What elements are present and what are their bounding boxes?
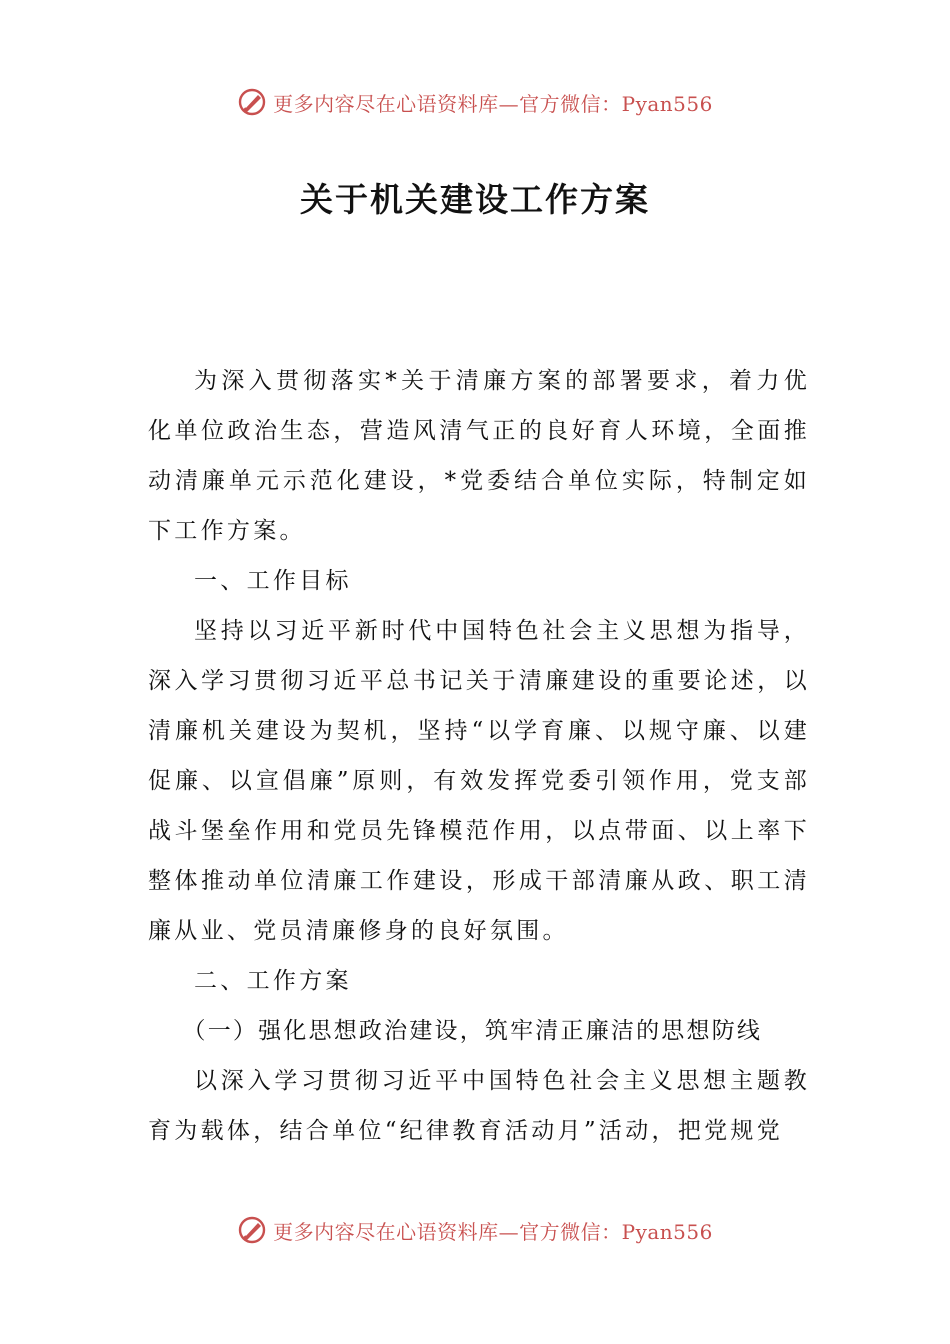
document-title: 关于机关建设工作方案: [300, 180, 650, 219]
section-heading-plan: 二、工作方案: [194, 968, 352, 994]
watermark-banner-bottom: [0, 1210, 950, 1250]
watermark-text: 更多内容尽在心语资料库—官方微信：Pyan556: [273, 1219, 713, 1244]
watermark-banner-top: [0, 82, 950, 122]
quill-logo-icon: [237, 1215, 267, 1245]
paragraph-plan-1: 以深入学习贯彻习近平中国特色社会主义思想主题教育为载体，结合单位“纪律教育活动月”活动，把党规党: [148, 1068, 810, 1144]
document-body: [148, 356, 810, 1156]
paragraph-goal: 坚持以习近平新时代中国特色社会主义思想为指导，深入学习贯彻习近平总书记关于清廉建设的重要论述，以清廉机关建设为契机，坚持“以学育廉、以规守廉、以建促廉、以宣倡廉”原则，有效发挥党委引领作用，党支部战斗堡垒作用和党员先锋模范作用，以点带面、以上率下整体推动单位清廉工作建设，形成干部清廉从政、职工清廉从业、党员清廉修身的良好氛围。: [148, 618, 810, 944]
section-heading-goal: 一、工作目标: [194, 568, 352, 594]
subsection-heading-1: （一）强化思想政治建设，筑牢清正廉洁的思想防线: [182, 1018, 763, 1044]
paragraph-intro: 为深入贯彻落实*关于清廉方案的部署要求，着力优化单位政治生态，营造风清气正的良好育人环境，全面推动清廉单元示范化建设，*党委结合单位实际，特制定如下工作方案。: [148, 368, 810, 544]
watermark-text: 更多内容尽在心语资料库—官方微信：Pyan556: [273, 91, 713, 116]
quill-logo-icon: [237, 87, 267, 117]
